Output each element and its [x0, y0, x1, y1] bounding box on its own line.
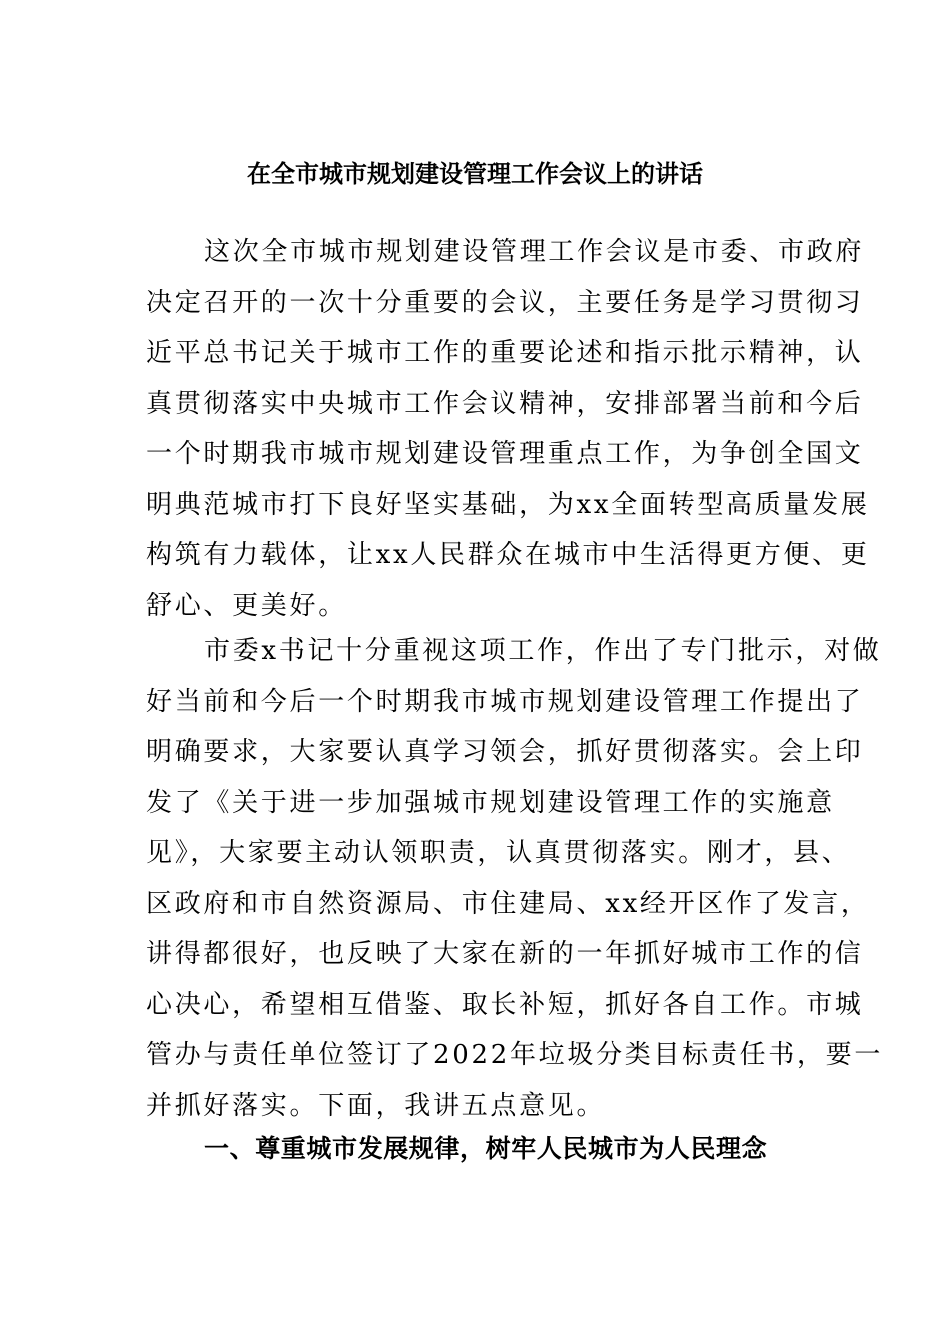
paragraph-line: 近平总书记关于城市工作的重要论述和指示批示精神，认 [146, 338, 864, 368]
paragraph-line: 真贯彻落实中央城市工作会议精神，安排部署当前和今后 [146, 388, 864, 419]
paragraph-line: 讲得都很好，也反映了大家在新的一年抓好城市工作的信 [146, 939, 864, 969]
paragraph-1 [146, 227, 870, 631]
paragraph-line: 管办与责任单位签订了2022年垃圾分类目标责任书，要一 [146, 1040, 884, 1070]
paragraph-line: 好当前和今后一个时期我市城市规划建设管理工作提出了 [146, 686, 864, 717]
paragraph-line: 区政府和市自然资源局、市住建局、xx经开区作了发言， [146, 888, 870, 919]
document-title: 在全市城市规划建设管理工作会议上的讲话 [247, 160, 703, 188]
paragraph-line: 舒心、更美好。 [146, 590, 347, 621]
paragraph-line: 这次全市城市规划建设管理工作会议是市委、市政府 [204, 237, 865, 267]
paragraph-line: 决定召开的一次十分重要的会议，主要任务是学习贯彻习 [146, 287, 864, 318]
paragraph-line: 明确要求，大家要认真学习领会，抓好贯彻落实。会上印 [146, 737, 864, 767]
section-heading: 一、尊重城市发展规律，树牢人民城市为人民理念 [204, 1134, 768, 1163]
paragraph-line: 市委x书记十分重视这项工作，作出了专门批示，对做 [204, 636, 882, 666]
paragraph-line: 见》，大家要主动认领职责，认真贯彻落实。刚才，县、 [146, 838, 851, 868]
paragraph-line: 一个时期我市城市规划建设管理重点工作，为争创全国文 [146, 439, 864, 469]
paragraph-2 [146, 626, 884, 1131]
paragraph-line: 明典范城市打下良好坚实基础，为xx全面转型高质量发展 [146, 489, 870, 520]
paragraph-line: 并抓好落实。下面，我讲五点意见。 [146, 1090, 606, 1121]
paragraph-line: 发了《关于进一步加强城市规划建设管理工作的实施意 [146, 787, 835, 818]
paragraph-line: 构筑有力载体，让xx人民群众在城市中生活得更方便、更 [146, 540, 870, 570]
paragraph-line: 心决心，希望相互借鉴、取长补短，抓好各自工作。市城 [146, 989, 864, 1020]
